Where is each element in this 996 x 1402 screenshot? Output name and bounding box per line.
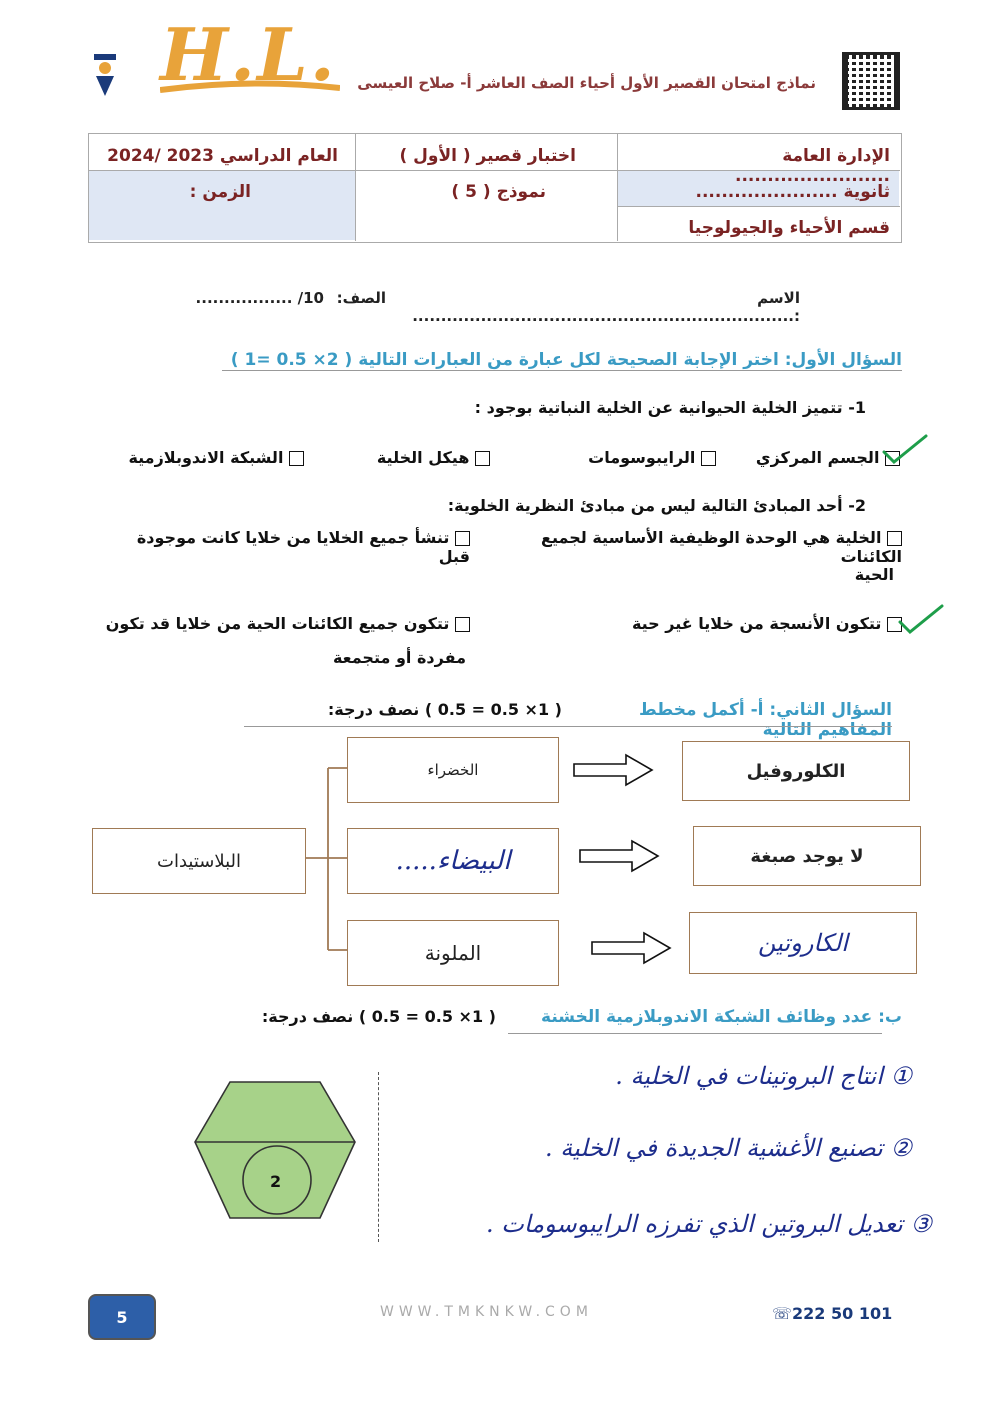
checkbox[interactable] bbox=[701, 451, 716, 466]
q2b-score: ( 1× 0.5 = 0.5 ) نصف درجة: bbox=[261, 1007, 496, 1026]
school-field: ثانوية ...................... bbox=[695, 182, 890, 202]
q2a-score: ( 1× 0.5 = 0.5 ) نصف درجة: bbox=[327, 700, 562, 719]
concept-no-pigment: لا يوجد صبغة bbox=[693, 826, 921, 886]
footer-url[interactable]: WWW.TMKNKW.COM bbox=[380, 1304, 593, 1320]
department-label: قسم الأحياء والجيولوجيا bbox=[688, 218, 890, 238]
admin-field: الإدارة العامة ........................ bbox=[735, 146, 890, 186]
concept-chlorophyll: الكلوروفيل bbox=[682, 741, 910, 801]
option-centrosome[interactable]: الجسم المركزي bbox=[740, 448, 900, 467]
option-cytoskeleton[interactable]: هيكل الخلية bbox=[330, 448, 490, 467]
answer-3: ③ تعديل البروتين الذي تفرزه الرايبوسومات . bbox=[486, 1210, 932, 1238]
option-all-organisms-cont: مفردة أو متجمعة bbox=[332, 648, 466, 667]
checkbox[interactable] bbox=[455, 617, 470, 632]
q1-part2-text: 2- أحد المبادئ التالية ليس من مبادئ النظرية الخلوية: bbox=[447, 496, 866, 515]
name-field: الاسم :................................................................... bbox=[412, 289, 800, 325]
concept-colored: الملونة bbox=[347, 920, 559, 986]
rough-er-diagram bbox=[190, 1080, 360, 1220]
option-all-organisms[interactable]: تتكون جميع الكائنات الحية من خلايا قد تكون bbox=[70, 614, 470, 633]
arrow-icon bbox=[590, 930, 674, 970]
q2a-title: السؤال الثاني: أ- أكمل مخطط المفاهيم التالية bbox=[638, 700, 892, 740]
class-value: 10/ ................. bbox=[195, 289, 324, 307]
q1-part1-text: 1- تتميز الخلية الحيوانية عن الخلية النباتية بوجود : bbox=[474, 398, 866, 417]
check-mark-icon bbox=[880, 432, 930, 466]
option-cells-from-cells[interactable]: تنشأ جميع الخلايا من خلايا كانت موجودة قبل bbox=[136, 528, 470, 566]
checkbox[interactable] bbox=[289, 451, 304, 466]
arrow-icon bbox=[578, 838, 662, 878]
page-number-badge: 5 bbox=[88, 1294, 156, 1340]
q1-title: السؤال الأول: اختر الإجابة الصحيحة لكل عبارة من العبارات التالية ( 2× 0.5 =1 ) bbox=[222, 350, 902, 371]
concept-root: البلاستيدات bbox=[92, 828, 306, 894]
concept-carotene: الكاروتين bbox=[689, 912, 917, 974]
option-tissues-nonliving[interactable]: تتكون الأنسجة من خلايا غير حية bbox=[602, 614, 902, 633]
check-mark-icon bbox=[896, 602, 946, 636]
brand-swoosh bbox=[160, 80, 340, 96]
answer-2: ② تصنيع الأغشية الجديدة في الخلية . bbox=[544, 1134, 912, 1162]
arrow-icon bbox=[572, 752, 656, 792]
checkbox[interactable] bbox=[887, 531, 902, 546]
concept-white: ..... البيضاء bbox=[347, 828, 559, 894]
header-subtitle: نماذج امتحان القصير الأول أحياء الصف العاشر أ- صلاح العيسى bbox=[357, 74, 816, 92]
time-label: الزمن : bbox=[189, 182, 251, 202]
figure-label: 2 bbox=[270, 1172, 282, 1191]
option-functional-unit[interactable]: الخلية هي الوحدة الوظيفية الأساسية لجميع الكائنات bbox=[541, 528, 902, 566]
qr-code-icon bbox=[842, 52, 900, 110]
concept-green: الخضراء bbox=[347, 737, 559, 803]
answer-1: ① انتاج البروتينات في الخلية . bbox=[615, 1062, 912, 1090]
class-label: الصف: bbox=[336, 289, 386, 307]
checkbox[interactable] bbox=[455, 531, 470, 546]
logo-small-icon bbox=[90, 50, 120, 100]
model-number: نموذج ( 5 ) bbox=[451, 182, 546, 202]
q2b-title: ب: عدد وظائف الشبكة الاندوبلازمية الخشنة bbox=[541, 1007, 902, 1027]
academic-year: العام الدراسي 2023 /2024 bbox=[107, 146, 338, 166]
footer-phone: ☏222 50 101 bbox=[772, 1304, 893, 1323]
option-ribosomes[interactable]: الرايبوسومات bbox=[556, 448, 716, 467]
option-er[interactable]: الشبكة الاندوبلازمية bbox=[94, 448, 304, 467]
exam-title: اختبار قصير ( الأول ) bbox=[399, 146, 576, 166]
brand-logo: H.L. bbox=[160, 12, 337, 97]
option-functional-unit-cont: الحية bbox=[854, 565, 894, 584]
checkbox[interactable] bbox=[475, 451, 490, 466]
